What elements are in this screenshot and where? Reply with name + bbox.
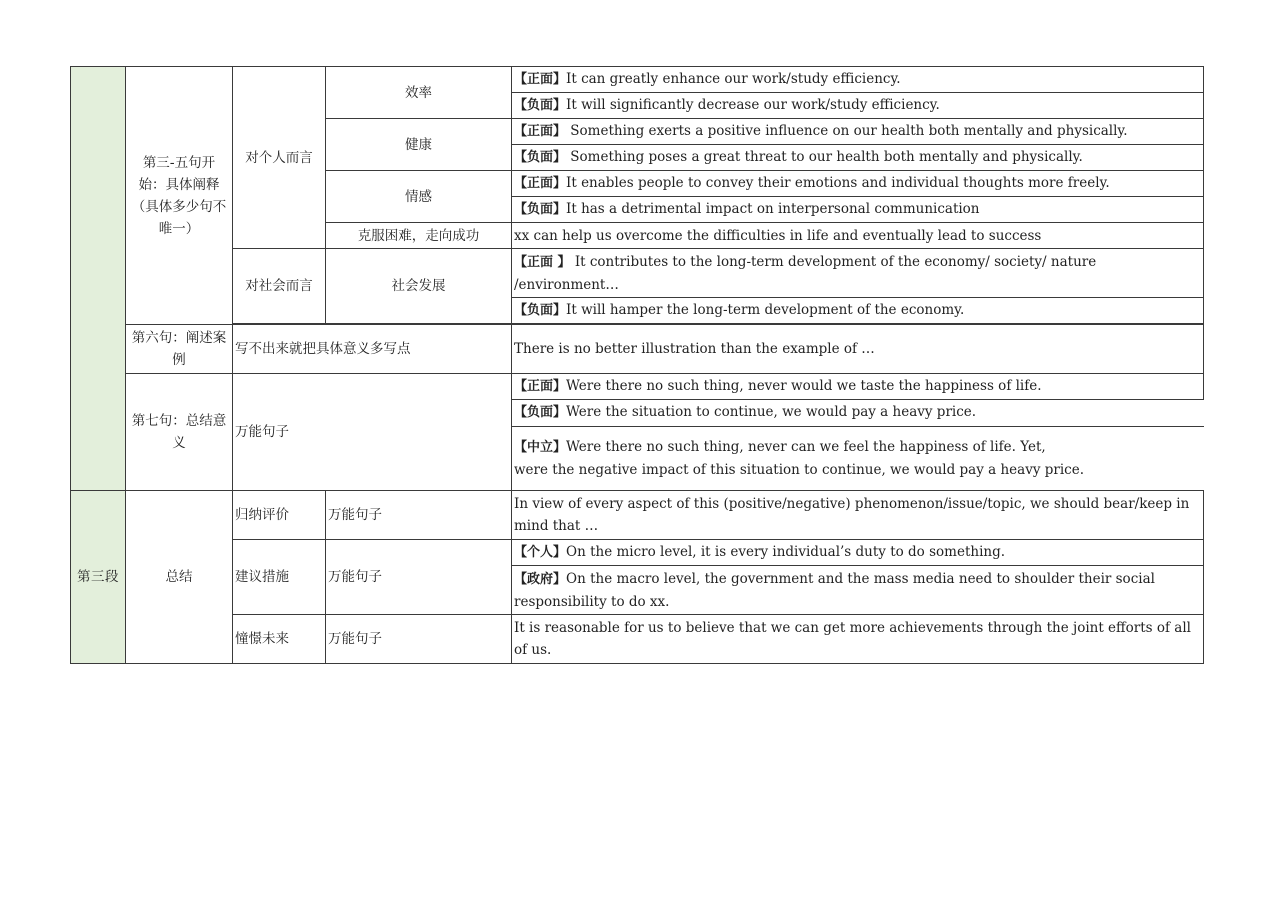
suggest-type: 万能句子 — [326, 540, 512, 615]
table-row — [71, 325, 1204, 374]
essay-outline-table — [70, 66, 1204, 664]
part6-label: 第六句：阐述案例 — [126, 325, 233, 374]
aspect-efficiency: 效率 — [326, 67, 512, 119]
aspect-health: 健康 — [326, 119, 512, 171]
part-3to5-label: 第三-五句开始：具体阐释（具体多少句不唯一） — [126, 67, 233, 325]
health-positive: 【正面】 Something exerts a positive influence on our health both mentally and physically. — [512, 119, 1204, 145]
part7-subtable — [512, 400, 1204, 490]
part7-note: 万能句子 — [233, 374, 512, 491]
suggest-individual: 【个人】On the micro level, it is every individual’s duty to do something. — [512, 540, 1204, 566]
table-row — [71, 540, 1204, 566]
table-row — [71, 249, 1204, 298]
table-row — [71, 491, 1204, 540]
future-text: It is reasonable for us to believe that we can get more achievements through the joint efforts of all of us. — [512, 615, 1204, 664]
part6-note: 写不出来就把具体意义多写点 — [233, 325, 512, 374]
part7-label: 第七句：总结意义 — [126, 374, 233, 491]
suggest-label: 建议措施 — [233, 540, 326, 615]
para3-section-label: 第三段 — [71, 491, 126, 664]
overcome-text: xx can help us overcome the difficulties in life and eventually lead to success — [512, 223, 1204, 249]
suggest-government: 【政府】On the macro level, the government and the mass media need to shoulder their social responsibility to do xx. — [512, 566, 1204, 615]
table-row — [71, 67, 1204, 93]
evaluate-type: 万能句子 — [326, 491, 512, 540]
part7-negative: 【负面】Were the situation to continue, we would pay a heavy price. — [512, 400, 1204, 426]
aspect-social-development: 社会发展 — [326, 249, 512, 324]
aspect-emotion: 情感 — [326, 171, 512, 223]
future-label: 憧憬未来 — [233, 615, 326, 664]
aspect-overcome: 克服困难，走向成功 — [326, 223, 512, 249]
outline-table-page — [70, 66, 1204, 664]
part7-positive: 【正面】Were there no such thing, never would we taste the happiness of life. — [512, 374, 1204, 400]
health-negative: 【负面】 Something poses a great threat to our health both mentally and physically. — [512, 145, 1204, 171]
society-label: 对社会而言 — [233, 249, 326, 324]
table-row — [71, 374, 1204, 400]
efficiency-positive: 【正面】It can greatly enhance our work/study efficiency. — [512, 67, 1204, 93]
part7-neutral: 【中立】Were there no such thing, never can we feel the happiness of life. Yet, were the negative impact of this situation to continue, we would pay a heavy price. — [514, 438, 1085, 478]
emotion-negative: 【负面】It has a detrimental impact on interpersonal communication — [512, 197, 1204, 223]
part6-text: There is no better illustration than the example of … — [512, 325, 1204, 374]
efficiency-negative: 【负面】It will significantly decrease our work/study efficiency. — [512, 93, 1204, 119]
society-negative: 【负面】It will hamper the long-term development of the economy. — [512, 298, 1204, 324]
evaluate-label: 归纳评价 — [233, 491, 326, 540]
society-positive: 【正面 】 It contributes to the long-term development of the economy/ society/ nature /environment… — [512, 249, 1204, 298]
para3-summary-label: 总结 — [126, 491, 233, 664]
evaluate-text: In view of every aspect of this (positive/negative) phenomenon/issue/topic, we should bear/keep in mind that … — [512, 491, 1204, 540]
section-label-cell — [71, 67, 126, 491]
future-type: 万能句子 — [326, 615, 512, 664]
table-row — [71, 615, 1204, 664]
personal-label: 对个人而言 — [233, 67, 326, 249]
emotion-positive: 【正面】It enables people to convey their emotions and individual thoughts more freely. — [512, 171, 1204, 197]
